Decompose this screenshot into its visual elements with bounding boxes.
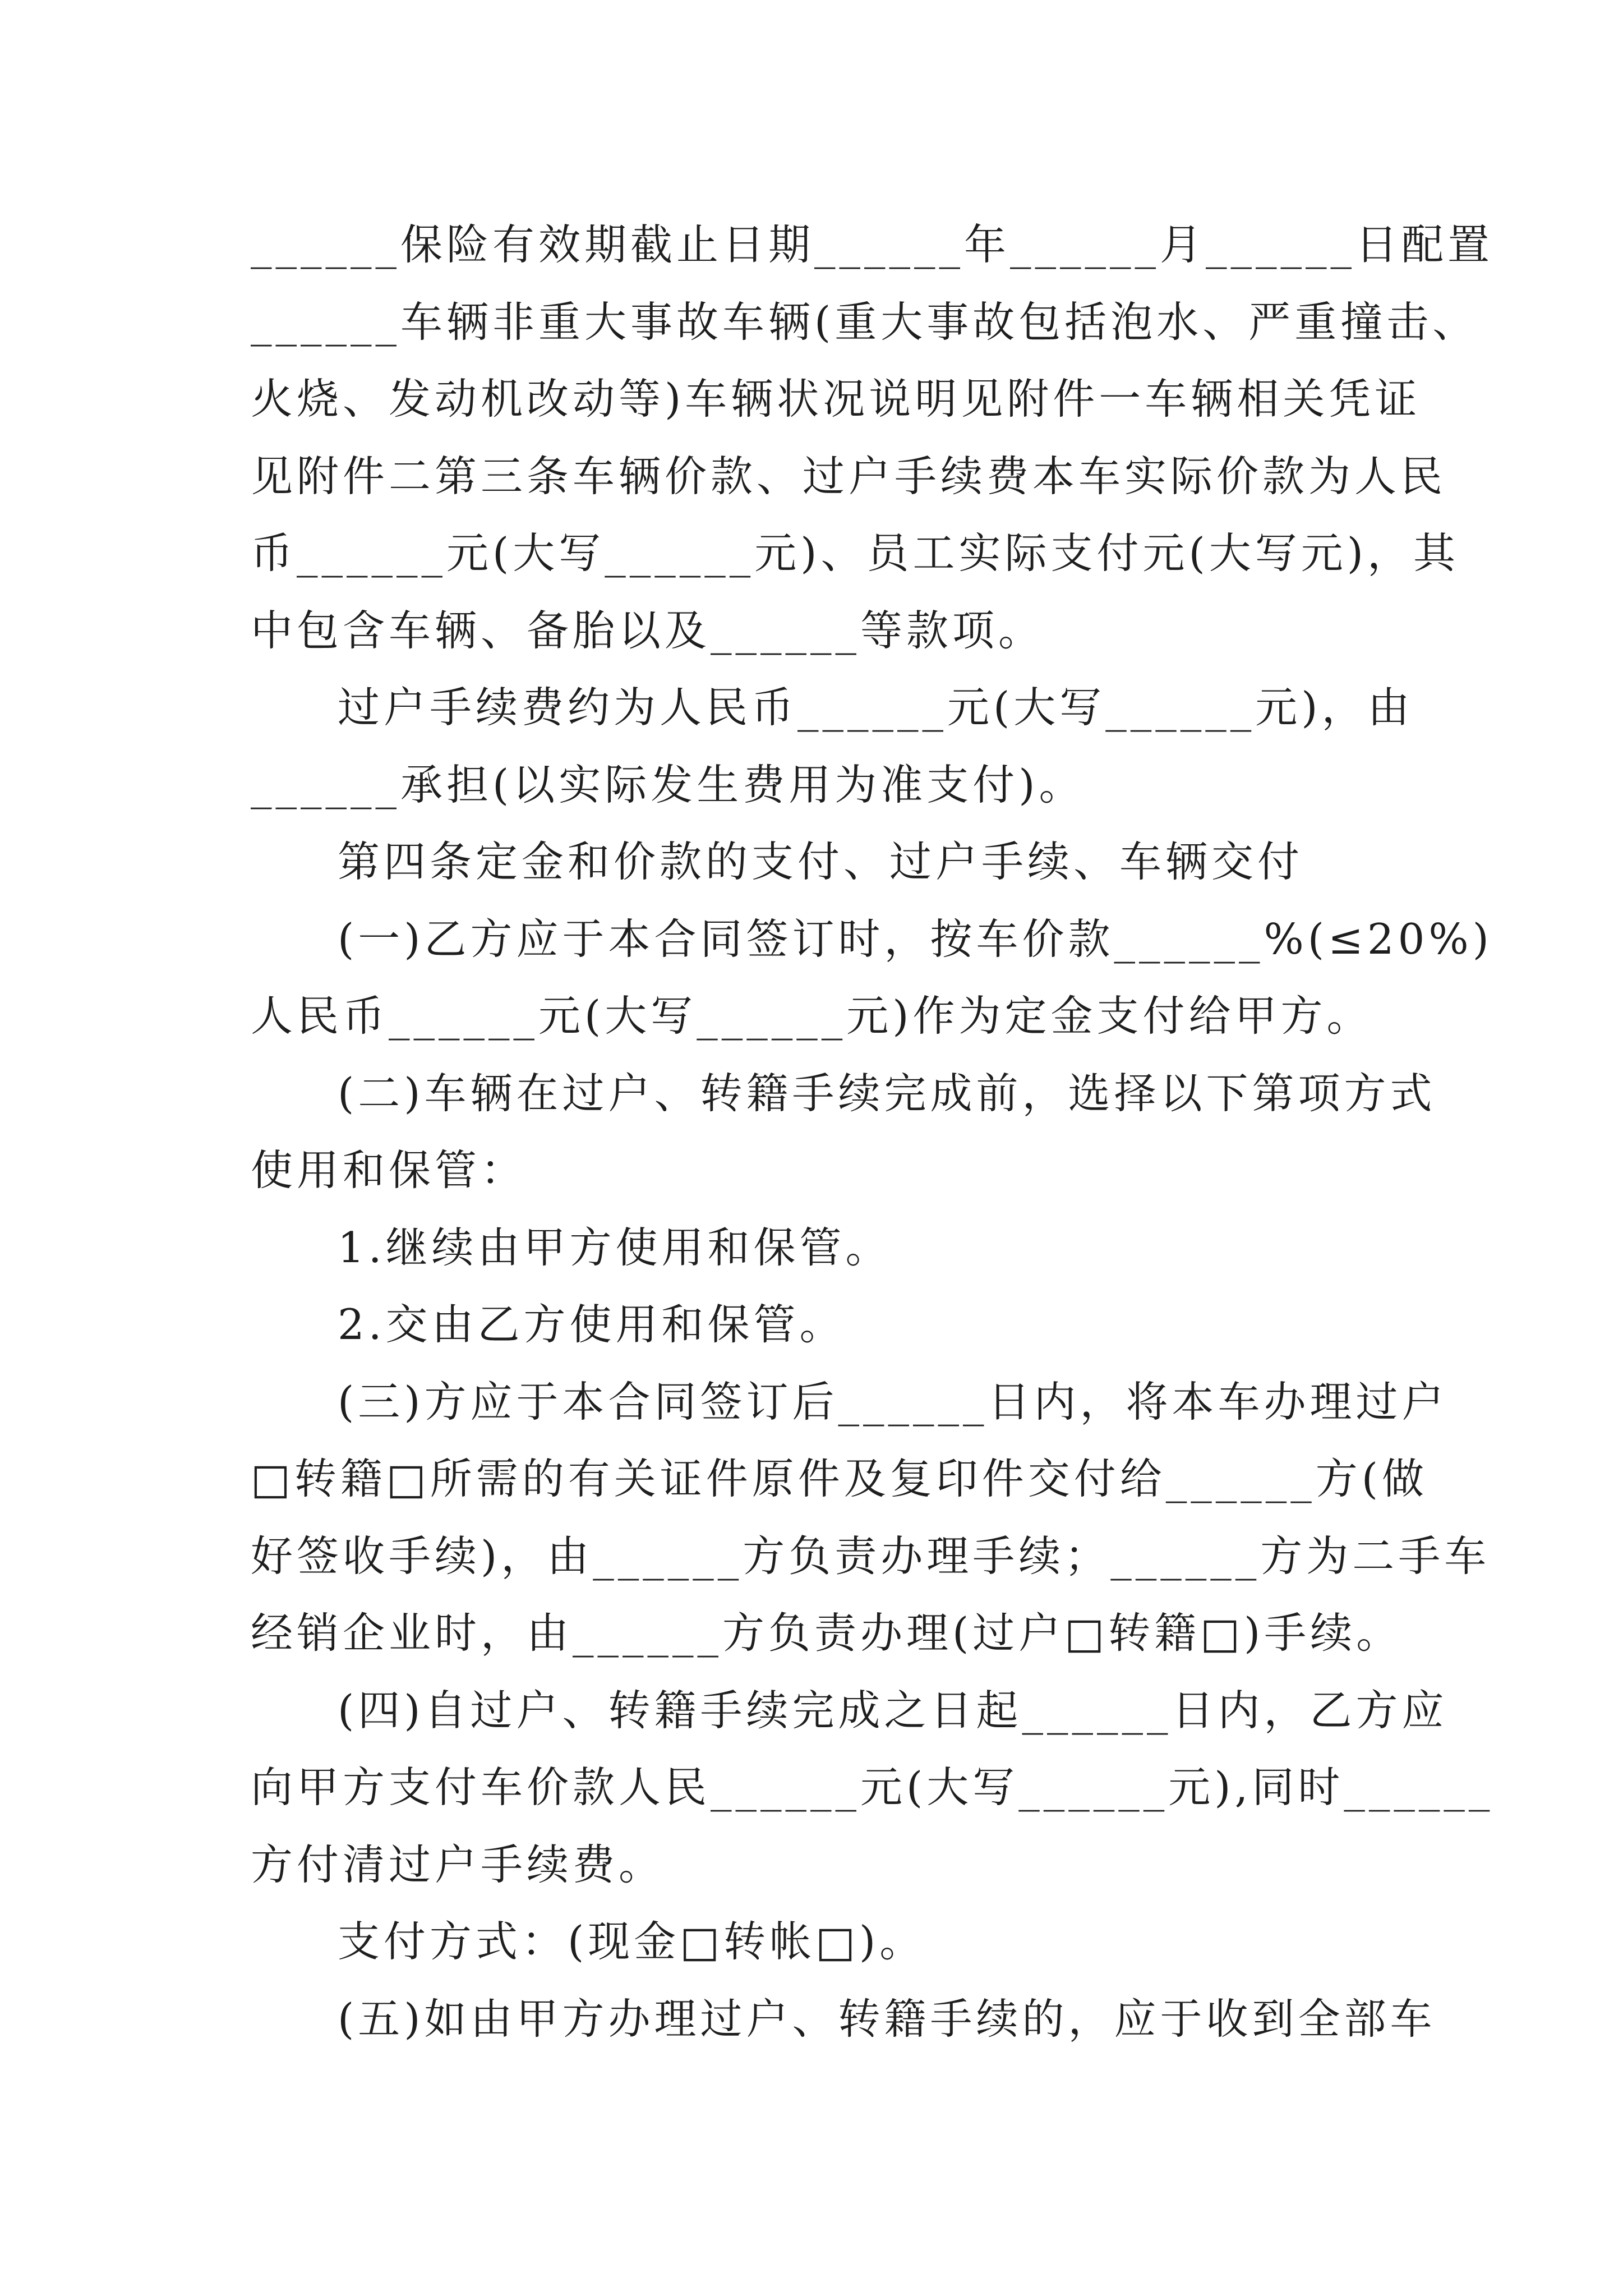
text-line: 过户手续费约为人民币______元(大写______元)，由 [338, 683, 1414, 732]
text-line: 币______元(大写______元)、员工实际支付元(大写元)，其 [251, 528, 1460, 578]
text-line: (四)自过户、转籍手续完成之日起______日内，乙方应 [338, 1685, 1448, 1735]
text-line: 第四条定金和价款的支付、过户手续、车辆交付 [338, 837, 1304, 886]
text-line: 向甲方支付车价款人民______元(大写______元),同时______ [251, 1763, 1494, 1812]
text-line: ______车辆非重大事故车辆(重大事故包括泡水、严重撞击、 [251, 297, 1479, 347]
text-line: 人民币______元(大写______元)作为定金支付给甲方。 [251, 991, 1373, 1041]
text-line: 方付清过户手续费。 [251, 1839, 665, 1889]
text-line: 见附件二第三条车辆价款、过户手续费本车实际价款为人民 [251, 451, 1447, 501]
text-line: 中包含车辆、备胎以及______等款项。 [251, 605, 1045, 655]
text-line: 支付方式：(现金□转帐□)。 [338, 1917, 926, 1966]
text-line: (三)方应于本合同签订后______日内，将本车办理过户 [338, 1377, 1448, 1427]
text-line: (二)车辆在过户、转籍手续完成前，选择以下第项方式 [338, 1068, 1436, 1118]
text-line: ______保险有效期截止日期______年______月______日配置 [251, 220, 1494, 269]
contract-text-body [251, 206, 1494, 2058]
text-line: ______承担(以实际发生费用为准支付)。 [251, 760, 1085, 809]
text-line: 使用和保管： [251, 1145, 527, 1195]
text-line: 2.交由乙方使用和保管。 [338, 1300, 846, 1349]
text-line: 好签收手续)，由______方负责办理手续；______方为二手车 [251, 1531, 1491, 1581]
text-line: □转籍□所需的有关证件原件及复印件交付给______方(做 [251, 1454, 1428, 1503]
text-line: (一)乙方应于本合同签订时，按车价款______%(≤20%) [338, 914, 1493, 964]
text-line: (五)如由甲方办理过户、转籍手续的，应于收到全部车 [338, 1994, 1436, 2044]
text-line: 火烧、发动机改动等)车辆状况说明见附件一车辆相关凭证 [251, 374, 1421, 424]
text-line: 经销企业时，由______方负责办理(过户□转籍□)手续。 [251, 1608, 1403, 1658]
text-line: 1.继续由甲方使用和保管。 [338, 1222, 892, 1272]
